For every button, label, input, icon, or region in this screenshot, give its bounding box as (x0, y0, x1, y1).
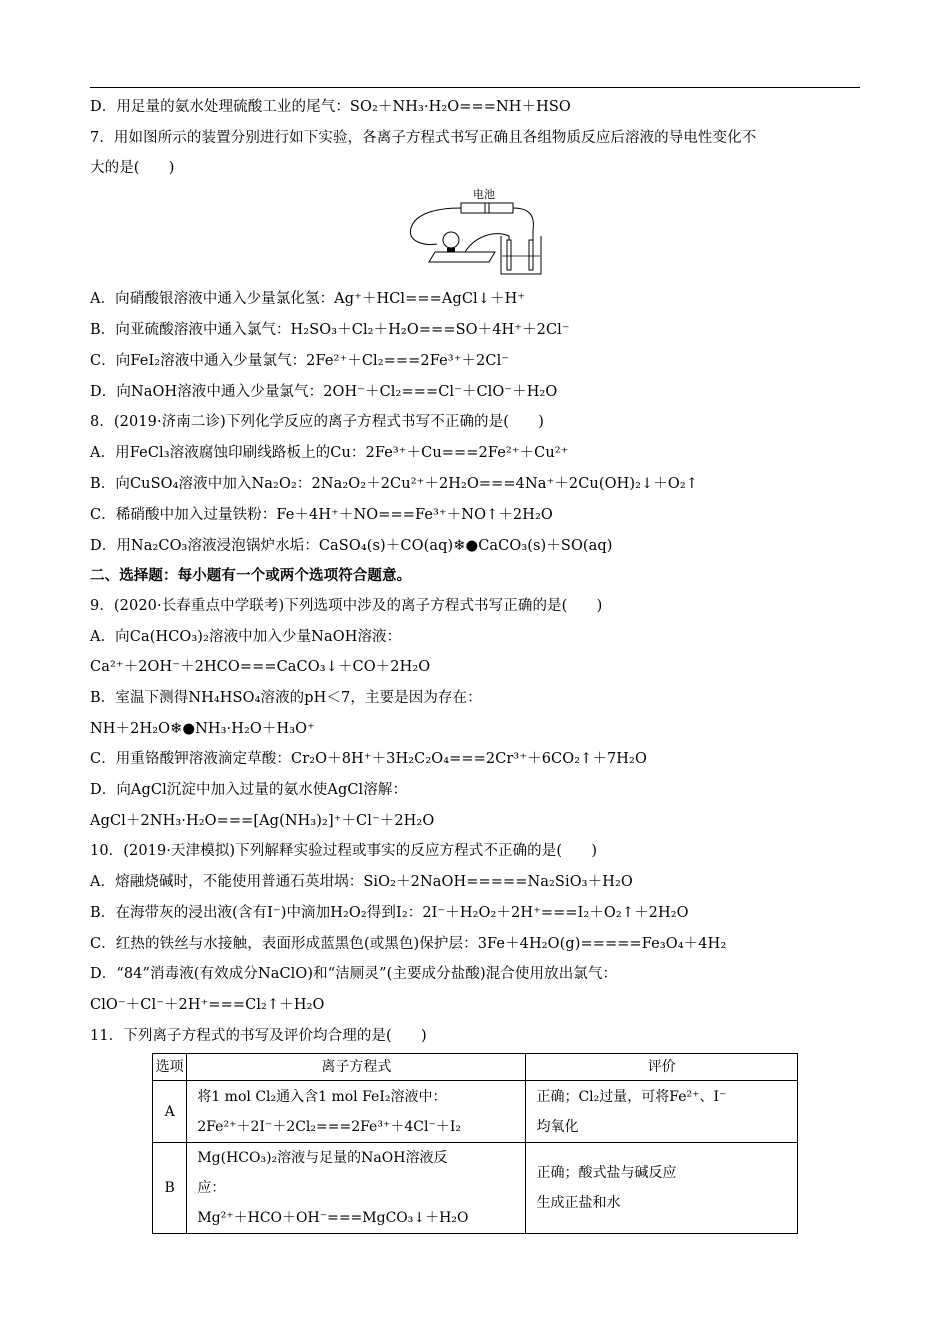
cell-line: 2Fe²⁺＋2I⁻＋2Cl₂===2Fe³⁺＋4Cl⁻＋I₂ (197, 1118, 461, 1135)
evaluation-table (152, 1053, 798, 1234)
question-11-stem: 11．下列离子方程式的书写及评价均合理的是( ) (90, 1028, 427, 1044)
header-cell: 评价 (526, 1054, 798, 1081)
equation-cell (187, 1143, 526, 1234)
equation-line: Ca²⁺＋2OH⁻＋2HCO===CaCO₃↓＋CO＋2H₂O (90, 659, 431, 675)
text-line: D．用足量的氨水处理硫酸工业的尾气：SO₂＋NH₃·H₂O===NH＋HSO (90, 99, 571, 115)
battery-label: 电池 (473, 188, 495, 201)
option-c: C．用重铬酸钾溶液滴定草酸：Cr₂O＋8H⁺＋3H₂C₂O₄===2Cr³⁺＋6CO₂↑＋7H₂O (90, 751, 647, 767)
table-header-row (153, 1054, 798, 1081)
option-b: B．向CuSO₄溶液中加入Na₂O₂：2Na₂O₂＋2Cu²⁺＋2H₂O===4Na⁺＋2Cu(OH)₂↓＋O₂↑ (90, 476, 699, 492)
electrode (529, 240, 533, 270)
header-cell: 选项 (153, 1054, 187, 1081)
equation-line: ClO⁻＋Cl⁻＋2H⁺===Cl₂↑＋H₂O (90, 997, 325, 1013)
cell-line: 均氧化 (536, 1118, 579, 1135)
option-d: D．用Na₂CO₃溶液浸泡锅炉水垢：CaSO₄(s)＋CO(aq)❄●CaCO₃(s)＋SO(aq) (90, 538, 613, 554)
option-a: A．用FeCl₃溶液腐蚀印刷线路板上的Cu：2Fe³⁺＋Cu===2Fe²⁺＋Cu²⁺ (90, 445, 569, 461)
question-8-stem: 8．(2019·济南二诊)下列化学反应的离子方程式书写不正确的是( ) (90, 414, 544, 430)
conductivity-apparatus-diagram (405, 186, 545, 278)
cell-line: Mg(HCO₃)₂溶液与足量的NaOH溶液反 (197, 1150, 448, 1166)
section-heading: 二、选择题：每小题有一个或两个选项符合题意。 (90, 567, 412, 584)
option-b: B．向亚硫酸溶液中通入氯气：H₂SO₃＋Cl₂＋H₂O===SO＋4H⁺＋2Cl⁻ (90, 322, 570, 338)
cell-line: 应： (197, 1180, 226, 1196)
header-rule (90, 87, 860, 88)
question-9-stem: 9．(2020·长春重点中学联考)下列选项中涉及的离子方程式书写正确的是( ) (90, 598, 603, 614)
equation-line: AgCl＋2NH₃·H₂O===[Ag(NH₃)₂]⁺＋Cl⁻＋2H₂O (90, 813, 435, 829)
table-row (153, 1143, 798, 1234)
bulb-icon (443, 232, 459, 248)
option-a: A．向Ca(HCO₃)₂溶液中加入少量NaOH溶液： (90, 629, 402, 645)
table-row (153, 1081, 798, 1143)
option-b: B．在海带灰的浸出液(含有I⁻)中滴加H₂O₂得到I₂：2I⁻＋H₂O₂＋2H⁺===I₂＋O₂↑＋2H₂O (90, 905, 689, 921)
comment-cell (526, 1143, 798, 1234)
option-c: C．向FeI₂溶液中通入少量氯气：2Fe²⁺＋Cl₂===2Fe³⁺＋2Cl⁻ (90, 353, 510, 369)
option-cell: A (153, 1081, 187, 1143)
option-a: A．向硝酸银溶液中通入少量氯化氢：Ag⁺＋HCl===AgCl↓＋H⁺ (90, 291, 526, 307)
comment-cell (526, 1081, 798, 1143)
cell-line: 生成正盐和水 (536, 1195, 621, 1211)
option-c: C．稀硝酸中加入过量铁粉：Fe＋4H⁺＋NO===Fe³⁺＋NO↑＋2H₂O (90, 507, 553, 523)
option-a: A．熔融烧碱时，不能使用普通石英坩埚：SiO₂＋2NaOH=====Na₂SiO₃＋H₂O (90, 874, 633, 890)
option-c: C．红热的铁丝与水接触，表面形成蓝黑色(或黑色)保护层：3Fe＋4H₂O(g)=====Fe₃O₄＋4H₂ (90, 936, 727, 952)
equation-line: NH＋2H₂O❄●NH₃·H₂O＋H₃O⁺ (90, 721, 315, 737)
electrode (507, 240, 511, 270)
option-b: B．室温下测得NH₄HSO₄溶液的pH＜7，主要是因为存在： (90, 690, 482, 706)
option-cell: B (153, 1143, 187, 1234)
cell-line: 正确；酸式盐与碱反应 (536, 1165, 677, 1181)
equation-cell (187, 1081, 526, 1143)
battery-icon (461, 203, 513, 213)
cell-line: 正确；Cl₂过量，可将Fe²⁺、I⁻ (536, 1088, 727, 1105)
text-line: 大的是( ) (90, 160, 175, 176)
cell-line: Mg²⁺＋HCO＋OH⁻===MgCO₃↓＋H₂O (197, 1210, 469, 1226)
option-d: D．“84”消毒液(有效成分NaClO)和“洁厕灵”(主要成分盐酸)混合使用放出氯气： (90, 966, 618, 982)
cell-line: 将1 mol Cl₂通入含1 mol FeI₂溶液中： (197, 1088, 447, 1105)
option-d: D．向AgCl沉淀中加入过量的氨水使AgCl溶解： (90, 782, 408, 798)
question-10-stem: 10．(2019·天津模拟)下列解释实验过程或事实的反应方程式不正确的是( ) (90, 843, 598, 859)
question-7-stem: 7．用如图所示的装置分别进行如下实验，各离子方程式书写正确且各组物质反应后溶液的导电性变化不 (90, 130, 757, 146)
option-d: D．向NaOH溶液中通入少量氯气：2OH⁻＋Cl₂===Cl⁻＋ClO⁻＋H₂O (90, 384, 558, 400)
header-cell: 离子方程式 (187, 1054, 526, 1081)
